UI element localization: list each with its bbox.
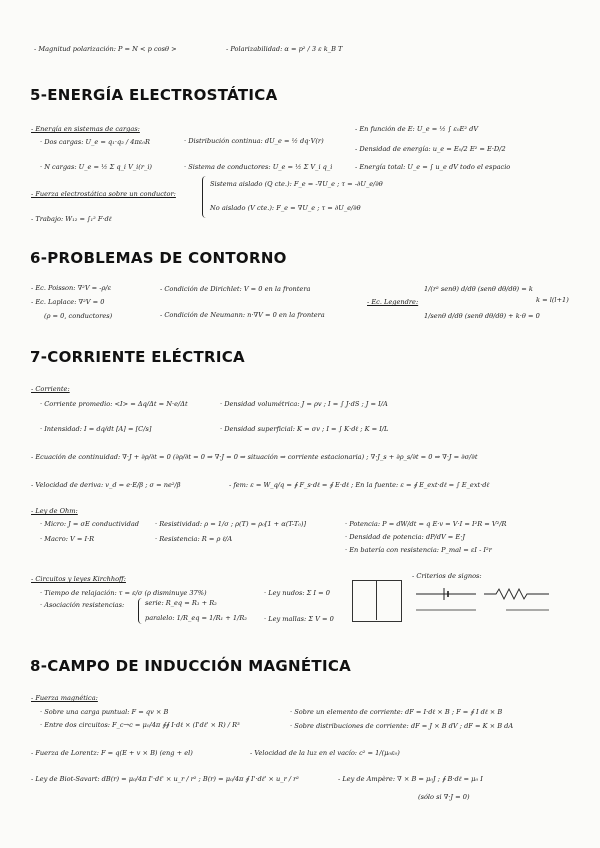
s7-average-current: · Corriente promedio: <I> = Δq/Δt = N·e/Δt	[40, 400, 188, 408]
s7-resistance: · Resistencia: R = ρ ℓ/A	[155, 535, 233, 543]
s8-lorentz: - Fuerza de Lorentz: F = q(E + v × B) (eng + el)	[31, 749, 193, 757]
s5-total-energy: - Energía total: U_e = ∫ u_e dV todo el espacio	[355, 163, 511, 171]
section-8-title: 8-CAMPO DE INDUCCIÓN MAGNÉTICA	[30, 657, 352, 675]
s8-biot-savart: - Ley de Biot-Savart: dB(r) = μ₀/4π I'·dℓ' × u_r / r² ; B(r) = μ₀/4π ∮ I'·dℓ' × u_r / r²	[31, 775, 299, 783]
s8-point-charge: · Sobre una carga puntual: F = qv × B	[40, 708, 169, 716]
s7-volume-density: · Densidad volumétrica: J = ρv ; I = ∫ J·dS ; J = I/A	[220, 400, 388, 408]
s7-continuity: - Ecuación de continuidad: ∇·J + ∂ρ/∂t = 0 (∂ρ/∂t = 0 ⇒ ∇·J = 0 ⇒ situación ⇒ corriente estacionaria) ; ∇·J_s + ∂ρ_s/∂t = 0 ⇒ ∇·J = ∂σ/∂t	[31, 453, 478, 461]
s6-poisson: - Ec. Poisson: ∇²V = -ρ/ε	[31, 284, 112, 292]
s5-isolated-system: Sistema aislado (Q cte.): F_e = -∇U_e ; τ = -∂U_e/∂θ	[210, 180, 383, 188]
s5-continuous-distribution: · Distribución continua: dU_e = ½ dq·V(r)	[184, 137, 324, 145]
s7-power-density: · Densidad de potencia: dP/dV = E·J	[345, 533, 465, 541]
s8-ampere-condition: (sólo si ∇·J = 0)	[418, 793, 470, 801]
s8-ampere: - Ley de Ampère: ∇ × B = μ₀J ; ∮ B·dℓ = μ₀ I	[338, 775, 483, 783]
s7-ohm-law: - Ley de Ohm:	[31, 507, 78, 515]
s7-intensity: · Intensidad: I = dq/dt [A] = [C/s]	[40, 425, 152, 433]
circuit-branch	[376, 580, 377, 620]
s5-brace	[202, 176, 209, 218]
section-5-title: 5-ENERGÍA ELECTROSTÁTICA	[30, 86, 278, 104]
s7-kirchhoff: - Circuitos y leyes Kirchhoff:	[31, 575, 126, 583]
s7-fem: - fem: ε = W_q/q = ∮ F_s·dℓ = ∮ E·dℓ ; En la fuente: ε = ∮ E_ext·dℓ = ∫ E_ext·dℓ	[229, 481, 490, 489]
s5-energy-systems: - Energía en sistemas de cargas:	[31, 125, 140, 133]
polarization-magnitude: - Magnitud polarización: P = N < p cosθ >	[34, 45, 177, 53]
s7-relaxation-time: · Tiempo de relajación: τ = ε/σ (ρ disminuye 37%)	[40, 589, 207, 597]
s6-k-def: k = l(l+1)	[536, 296, 569, 304]
s7-drift-velocity: - Velocidad de deriva: v_d = e·E/β ; σ = ne²/β	[31, 481, 181, 489]
s7-resistivity: · Resistividad: ρ = 1/σ ; ρ(T) = ρ₀[1 + α(T-T₀)]	[155, 520, 307, 528]
s5-electrostatic-force: - Fuerza electrostática sobre un conductor:	[31, 190, 176, 198]
s5-not-isolated: No aislado (V cte.): F_e = ∇U_e ; τ = ∂U_e/∂θ	[210, 204, 361, 212]
s7-mesh-law: · Ley mallas: Σ V = 0	[264, 615, 334, 623]
s6-laplace: - Ec. Laplace: ∇²V = 0	[31, 298, 105, 306]
s6-conductors-note: (ρ = 0, conductores)	[44, 312, 113, 320]
s6-neumann: - Condición de Neumann: n·∇V = 0 en la frontera	[160, 311, 325, 319]
s7-series: serie: R_eq = R₁ + R₂	[145, 599, 217, 607]
s7-current: - Corriente:	[31, 385, 70, 393]
s7-brace	[138, 598, 144, 624]
s5-conductor-system: · Sistema de conductores: U_e = ½ Σ V_i q_i	[184, 163, 333, 171]
s6-legendre-eq1: 1/(r² senθ) d/dθ (senθ dθ/dθ) = k	[424, 285, 533, 293]
s8-two-circuits: · Entre dos circuitos: F_c→c = μ₀/4π ∮∮ I·dℓ × (I'dℓ' × R) / R³	[40, 721, 240, 729]
s7-macro: · Macro: V = I·R	[40, 535, 95, 543]
s5-two-charges: · Dos cargas: U_e = q₁·q₂ / 4πε₀R	[40, 138, 150, 146]
polarizability: - Polarizabilidad: α = p² / 3 ε k_B T	[226, 45, 343, 53]
s7-parallel: paralelo: 1/R_eq = 1/R₁ + 1/R₂	[145, 614, 247, 622]
s7-power: · Potencia: P = dW/dt = q E·v = V·I = I²R = V²/R	[345, 520, 507, 528]
s7-micro: · Micro: J = σE conductividad	[40, 520, 139, 528]
s5-function-of-e: - En función de E: U_e = ½ ∫ ε₀E² dV	[355, 125, 479, 133]
s7-node-law: · Ley nudos: Σ I = 0	[264, 589, 330, 597]
section-6-title: 6-PROBLEMAS DE CONTORNO	[30, 249, 287, 267]
section-7-title: 7-CORRIENTE ELÉCTRICA	[30, 348, 245, 366]
sign-criteria-diagram	[414, 582, 574, 624]
s6-dirichlet: - Condición de Dirichlet: V = 0 en la frontera	[160, 285, 311, 293]
s8-current-element: · Sobre un elemento de corriente: dF = I·dℓ × B ; F = ∮ I dℓ × B	[290, 708, 503, 716]
s7-surface-density: · Densidad superficial: K = σv ; I = ∫ K·dℓ ; K = I/L	[220, 425, 389, 433]
s5-energy-density: - Densidad de energía: u_e = E₀/2 E² = E·D/2	[355, 145, 506, 153]
s7-resistor-association: · Asociación resistencias:	[40, 601, 125, 609]
s8-magnetic-force: - Fuerza magnética:	[31, 694, 98, 702]
s6-legendre-eq2: 1/senθ d/dθ (senθ dθ/dθ) + k·θ = 0	[424, 312, 540, 320]
s5-n-charges: · N cargas: U_e = ½ Σ q_i V_i(r_i)	[40, 163, 152, 171]
s8-current-distribution: · Sobre distribuciones de corriente: dF = J × B dV ; dF = K × B dA	[290, 722, 514, 730]
s6-legendre: - Ec. Legendre:	[367, 298, 419, 306]
s5-work: - Trabajo: W₁₂ = ∫₁² F·dℓ	[31, 215, 112, 223]
circuit-diagram	[352, 580, 402, 622]
s7-sign-criteria: - Criterios de signos:	[412, 572, 482, 580]
s7-battery-power: · En batería con resistencia: P_mal = εI - I²r	[345, 546, 492, 554]
s8-light-speed: - Velocidad de la luz en el vacío: c² = 1/(μ₀ε₀)	[250, 749, 400, 757]
